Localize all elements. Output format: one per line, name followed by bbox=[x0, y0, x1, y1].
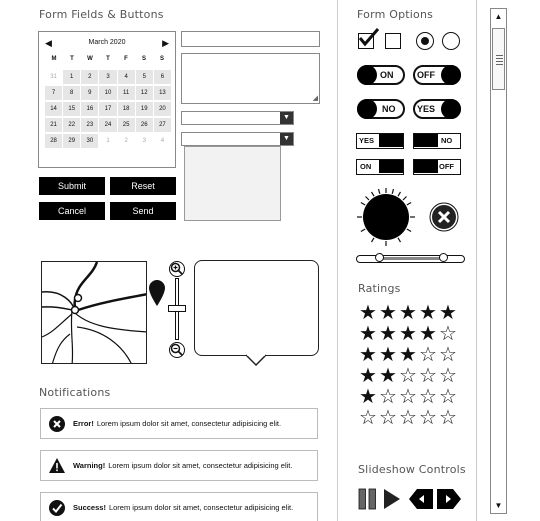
calendar-day[interactable]: 12 bbox=[136, 86, 153, 100]
star-filled-icon[interactable]: ★ bbox=[419, 302, 437, 324]
calendar-day[interactable]: 26 bbox=[136, 118, 153, 132]
radio-unselected[interactable] bbox=[442, 32, 460, 50]
calendar-day[interactable]: 24 bbox=[99, 118, 116, 132]
calendar-day[interactable]: 16 bbox=[81, 102, 98, 116]
ratings-title: Ratings bbox=[358, 282, 401, 295]
calendar-day[interactable]: 7 bbox=[45, 86, 62, 100]
calendar-day[interactable]: 4 bbox=[154, 134, 171, 148]
calendar-weekday: F bbox=[124, 56, 128, 62]
calendar-day[interactable]: 28 bbox=[45, 134, 62, 148]
calendar-day[interactable]: 1 bbox=[63, 70, 80, 84]
textarea-input[interactable] bbox=[181, 53, 320, 104]
range-slider-handle-low[interactable] bbox=[375, 253, 384, 262]
calendar-day[interactable]: 29 bbox=[63, 134, 80, 148]
calendar-day[interactable]: 21 bbox=[45, 118, 62, 132]
calendar-day[interactable]: 20 bbox=[154, 102, 171, 116]
calendar-weekday: T bbox=[106, 56, 110, 62]
flat-toggle-no[interactable] bbox=[413, 133, 461, 149]
play-icon[interactable] bbox=[383, 488, 401, 510]
dropdown-select-1[interactable] bbox=[181, 111, 294, 125]
zoom-out-icon[interactable] bbox=[169, 342, 185, 358]
star-empty-icon[interactable]: ☆ bbox=[359, 407, 377, 429]
star-rating-row[interactable] bbox=[358, 345, 458, 365]
calendar-day[interactable]: 22 bbox=[63, 118, 80, 132]
star-filled-icon[interactable]: ★ bbox=[379, 323, 397, 345]
dropdown-arrow-icon: ▼ bbox=[280, 112, 293, 124]
toggle-label: ON bbox=[380, 70, 394, 80]
star-empty-icon[interactable]: ☆ bbox=[399, 407, 417, 429]
star-filled-icon[interactable]: ★ bbox=[399, 302, 417, 324]
toggle-label: OFF bbox=[417, 70, 435, 80]
toggle-knob bbox=[441, 65, 461, 85]
form-fields-title: Form Fields & Buttons bbox=[39, 8, 164, 21]
calendar-day[interactable]: 17 bbox=[99, 102, 116, 116]
callout-pointer bbox=[246, 354, 266, 366]
flat-toggle-block bbox=[414, 134, 438, 147]
tooltip-callout bbox=[194, 260, 319, 356]
star-empty-icon[interactable]: ☆ bbox=[399, 386, 417, 408]
calendar-day[interactable]: 14 bbox=[45, 102, 62, 116]
calendar-day[interactable]: 1 bbox=[99, 134, 116, 148]
column-divider-left bbox=[337, 0, 338, 521]
star-empty-icon[interactable]: ☆ bbox=[379, 386, 397, 408]
star-filled-icon[interactable]: ★ bbox=[419, 323, 437, 345]
star-empty-icon[interactable]: ☆ bbox=[419, 344, 437, 366]
scroll-thumb[interactable] bbox=[492, 28, 505, 90]
calendar-weekdays bbox=[45, 56, 171, 62]
toggle-yes[interactable] bbox=[413, 99, 461, 119]
form-options-title: Form Options bbox=[357, 8, 434, 21]
star-filled-icon[interactable]: ★ bbox=[359, 386, 377, 408]
date-picker[interactable] bbox=[38, 31, 176, 168]
calendar-weekday: S bbox=[141, 56, 146, 62]
success-check-icon bbox=[49, 500, 65, 516]
scroll-down-icon[interactable]: ▼ bbox=[494, 501, 503, 510]
flat-toggle-block bbox=[414, 160, 438, 173]
range-slider-handle-high[interactable] bbox=[439, 253, 448, 262]
notification-kind: Warning! bbox=[73, 461, 106, 470]
radio-selected[interactable] bbox=[416, 32, 434, 50]
calendar-day[interactable]: 6 bbox=[154, 70, 171, 84]
checkbox-checked[interactable] bbox=[358, 33, 374, 49]
notification-text: Lorem ipsum dolor sit amet, consectetur adipisicing elit. bbox=[108, 503, 294, 512]
reset-button[interactable]: Reset bbox=[110, 177, 176, 195]
star-empty-icon[interactable]: ☆ bbox=[419, 386, 437, 408]
flat-toggle-block bbox=[379, 134, 403, 147]
calendar-day[interactable]: 8 bbox=[63, 86, 80, 100]
calendar-day[interactable]: 15 bbox=[63, 102, 80, 116]
star-empty-icon[interactable]: ☆ bbox=[379, 407, 397, 429]
success-notification bbox=[40, 492, 318, 521]
star-rating-row[interactable] bbox=[358, 408, 458, 428]
calendar-header bbox=[39, 37, 175, 49]
error-icon bbox=[49, 416, 65, 432]
star-empty-icon[interactable]: ☆ bbox=[439, 386, 457, 408]
star-rating-row[interactable] bbox=[358, 387, 458, 407]
star-empty-icon[interactable]: ☆ bbox=[419, 365, 437, 387]
scroll-up-icon[interactable]: ▲ bbox=[494, 12, 503, 21]
flat-toggle-label: YES bbox=[359, 136, 375, 145]
toggle-knob bbox=[357, 99, 377, 119]
flat-toggle-yes[interactable] bbox=[356, 133, 404, 149]
send-button[interactable]: Send bbox=[110, 202, 176, 220]
flat-toggle-block bbox=[379, 160, 403, 173]
calendar-weekday: S bbox=[159, 56, 164, 62]
star-filled-icon[interactable]: ★ bbox=[399, 323, 417, 345]
star-filled-icon[interactable]: ★ bbox=[439, 302, 457, 324]
calendar-day[interactable]: 2 bbox=[81, 70, 98, 84]
warning-notification bbox=[40, 450, 318, 481]
star-rating-row[interactable] bbox=[358, 303, 458, 323]
submit-button[interactable]: Submit bbox=[39, 177, 105, 195]
calendar-day[interactable]: 27 bbox=[154, 118, 171, 132]
notification-text: Lorem ipsum dolor sit amet, consectetur adipisicing elit. bbox=[108, 461, 293, 470]
range-slider[interactable] bbox=[356, 255, 465, 263]
resize-grip-icon[interactable]: ◢ bbox=[312, 95, 318, 102]
calendar-day[interactable]: 3 bbox=[136, 134, 153, 148]
toggle-label: NO bbox=[382, 104, 396, 114]
range-slider-fill bbox=[380, 257, 444, 260]
star-filled-icon[interactable]: ★ bbox=[379, 302, 397, 324]
text-input[interactable] bbox=[181, 31, 320, 47]
calendar-day[interactable]: 23 bbox=[81, 118, 98, 132]
toggle-no[interactable] bbox=[357, 99, 405, 119]
flat-toggle-label: ON bbox=[360, 162, 372, 171]
star-empty-icon[interactable]: ☆ bbox=[439, 407, 457, 429]
scroll-grip bbox=[496, 55, 503, 56]
checkbox-unchecked[interactable] bbox=[385, 33, 401, 49]
calendar-next-button[interactable]: ▶ bbox=[162, 38, 169, 48]
previous-icon[interactable] bbox=[408, 488, 434, 510]
list-box[interactable] bbox=[184, 146, 281, 221]
notification-text: Lorem ipsum dolor sit amet, consectetur adipisicing elit. bbox=[96, 419, 282, 428]
close-icon[interactable] bbox=[429, 202, 459, 232]
star-empty-icon[interactable]: ☆ bbox=[439, 365, 457, 387]
rotary-knob[interactable] bbox=[356, 187, 416, 247]
calendar-day[interactable]: 19 bbox=[136, 102, 153, 116]
star-filled-icon[interactable]: ★ bbox=[379, 344, 397, 366]
star-empty-icon[interactable]: ☆ bbox=[439, 323, 457, 345]
slideshow-title: Slideshow Controls bbox=[358, 463, 466, 476]
star-filled-icon[interactable]: ★ bbox=[359, 323, 377, 345]
star-empty-icon[interactable]: ☆ bbox=[419, 407, 437, 429]
calendar-month-label: March 2020 bbox=[88, 39, 126, 46]
star-filled-icon[interactable]: ★ bbox=[379, 365, 397, 387]
warning-icon bbox=[49, 458, 65, 474]
star-empty-icon[interactable]: ☆ bbox=[439, 344, 457, 366]
scroll-grip bbox=[496, 58, 503, 59]
star-filled-icon[interactable]: ★ bbox=[359, 302, 377, 324]
star-filled-icon[interactable]: ★ bbox=[359, 344, 377, 366]
toggle-label: YES bbox=[417, 104, 436, 114]
notification-kind: Error! bbox=[73, 419, 94, 428]
calendar-day[interactable]: 4 bbox=[118, 70, 135, 84]
next-icon[interactable] bbox=[436, 488, 462, 510]
dropdown-select-2[interactable] bbox=[181, 132, 294, 146]
calendar-day[interactable]: 3 bbox=[99, 70, 116, 84]
star-empty-icon[interactable]: ☆ bbox=[399, 365, 417, 387]
calendar-day[interactable]: 13 bbox=[154, 86, 171, 100]
toggle-knob bbox=[357, 65, 377, 85]
pause-icon[interactable] bbox=[358, 488, 378, 510]
calendar-weekday: W bbox=[87, 56, 93, 62]
calendar-day[interactable]: 9 bbox=[81, 86, 98, 100]
star-rating-row[interactable] bbox=[358, 324, 458, 344]
checkmark-icon bbox=[358, 28, 380, 48]
toggle-off[interactable] bbox=[413, 65, 461, 85]
dropdown-arrow-icon: ▼ bbox=[280, 133, 293, 145]
flat-toggle-on[interactable] bbox=[356, 159, 404, 175]
calendar-weekday: T bbox=[70, 56, 74, 62]
calendar-weekday: M bbox=[51, 56, 57, 62]
calendar-prev-button[interactable]: ◀ bbox=[45, 38, 52, 48]
notification-kind: Success! bbox=[73, 503, 106, 512]
notifications-title: Notifications bbox=[39, 386, 111, 399]
toggle-on[interactable] bbox=[357, 65, 405, 85]
star-filled-icon[interactable]: ★ bbox=[359, 365, 377, 387]
calendar-day[interactable]: 11 bbox=[118, 86, 135, 100]
calendar-day[interactable]: 10 bbox=[99, 86, 116, 100]
map-roads bbox=[42, 262, 147, 364]
calendar-day[interactable]: 18 bbox=[118, 102, 135, 116]
calendar-day[interactable]: 5 bbox=[136, 70, 153, 84]
flat-toggle-label: NO bbox=[441, 136, 453, 145]
zoom-in-icon[interactable] bbox=[169, 261, 185, 277]
flat-toggle-off[interactable] bbox=[413, 159, 461, 175]
zoom-slider-handle[interactable] bbox=[168, 305, 186, 312]
calendar-day[interactable]: 2 bbox=[118, 134, 135, 148]
map-view[interactable] bbox=[41, 261, 147, 364]
scroll-grip bbox=[496, 61, 503, 62]
toggle-knob bbox=[441, 99, 461, 119]
map-pin-icon[interactable] bbox=[149, 280, 165, 306]
scroll-grip bbox=[496, 64, 503, 65]
vertical-scrollbar[interactable] bbox=[490, 8, 507, 514]
calendar-day[interactable]: 31 bbox=[45, 70, 62, 84]
calendar-day[interactable]: 25 bbox=[118, 118, 135, 132]
star-filled-icon[interactable]: ★ bbox=[399, 344, 417, 366]
cancel-button[interactable]: Cancel bbox=[39, 202, 105, 220]
calendar-day-grid bbox=[45, 70, 171, 148]
star-rating-row[interactable] bbox=[358, 366, 458, 386]
radio-dot bbox=[421, 37, 429, 45]
error-notification bbox=[40, 408, 318, 439]
calendar-day[interactable]: 30 bbox=[81, 134, 98, 148]
column-divider-right bbox=[476, 0, 477, 521]
flat-toggle-label: OFF bbox=[439, 162, 454, 171]
